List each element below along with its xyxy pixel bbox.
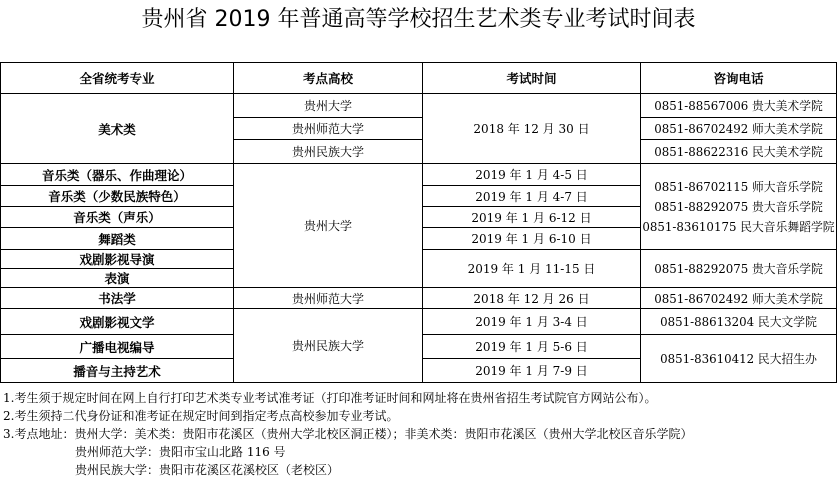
phone-cell: 0851-88567006 贵大美术学院 [641, 94, 837, 118]
note-line: 贵州民族大学：贵阳市花溪区花溪校区（老校区） [75, 463, 340, 477]
table-row [1, 309, 837, 335]
phone-line: 0851-83610175 民大音乐舞蹈学院 [642, 219, 835, 234]
note-line: 2.考生须持二代身份证和准考证在规定时间到指定考点高校参加专业考试。 [3, 409, 399, 423]
page-title: 贵州省 2019 年普通高等学校招生艺术类专业考试时间表 [141, 7, 696, 32]
major-calligraphy: 书法学 [1, 288, 234, 309]
school-cell: 贵州师范大学 [234, 288, 423, 309]
phone-line: 0851-88292075 贵大音乐学院 [654, 199, 823, 214]
table-row [1, 288, 837, 309]
major-music-theory: 音乐类（器乐、作曲理论） [1, 164, 234, 186]
school-cell: 贵州民族大学 [234, 140, 423, 164]
phone-cell: 0851-86702492 师大美术学院 [641, 118, 837, 140]
notes [3, 389, 692, 479]
time-cell: 2019 年 1 月 4-5 日 [423, 164, 641, 186]
time-cell: 2018 年 12 月 26 日 [423, 288, 641, 309]
phone-cell-music [641, 164, 837, 250]
time-cell: 2019 年 1 月 3-4 日 [423, 309, 641, 335]
major-music-ethnic: 音乐类（少数民族特色） [1, 186, 234, 207]
time-cell: 2019 年 1 月 7-9 日 [423, 359, 641, 383]
table-row [1, 94, 837, 118]
phone-cell: 0851-86702492 师大美术学院 [641, 288, 837, 309]
table-row [1, 164, 837, 186]
header-major: 全省统考专业 [1, 63, 234, 94]
table-header-row [1, 63, 837, 94]
exam-schedule-table [0, 62, 837, 383]
header-school: 考点高校 [234, 63, 423, 94]
phone-cell: 0851-88622316 民大美术学院 [641, 140, 837, 164]
phone-line: 0851-86702115 师大音乐学院 [654, 179, 823, 194]
header-phone: 咨询电话 [641, 63, 837, 94]
major-drama-directing: 戏剧影视导演 [1, 250, 234, 269]
major-performance: 表演 [1, 269, 234, 288]
school-cell: 贵州大学 [234, 164, 423, 288]
time-cell: 2018 年 12 月 30 日 [423, 94, 641, 164]
phone-cell: 0851-88292075 贵大音乐学院 [641, 250, 837, 288]
header-time: 考试时间 [423, 63, 641, 94]
note-line: 贵州师范大学：贵阳市宝山北路 116 号 [75, 445, 286, 459]
phone-cell: 0851-83610412 民大招生办 [641, 335, 837, 383]
note-line: 1.考生须于规定时间在网上自行打印艺术类专业考试准考证（打印准考证时间和网址将在贵州省招生考试院官方网站公布）。 [3, 391, 657, 405]
note-line: 3.考点地址：贵州大学：美术类：贵阳市花溪区（贵州大学北校区洞正楼）；非美术类：贵阳市花溪区（贵州大学北校区音乐学院） [3, 427, 693, 441]
major-music-vocal: 音乐类（声乐） [1, 207, 234, 228]
time-cell: 2019 年 1 月 6-10 日 [423, 228, 641, 250]
major-fine-arts: 美术类 [1, 94, 234, 164]
major-drama-literature: 戏剧影视文学 [1, 309, 234, 335]
time-cell: 2019 年 1 月 6-12 日 [423, 207, 641, 228]
major-broadcast-editing: 广播电视编导 [1, 335, 234, 359]
school-cell: 贵州大学 [234, 94, 423, 118]
phone-cell: 0851-88613204 民大文学院 [641, 309, 837, 335]
time-cell: 2019 年 1 月 4-7 日 [423, 186, 641, 207]
time-cell: 2019 年 1 月 5-6 日 [423, 335, 641, 359]
time-cell: 2019 年 1 月 11-15 日 [423, 250, 641, 288]
major-dance: 舞蹈类 [1, 228, 234, 250]
school-cell: 贵州师范大学 [234, 118, 423, 140]
school-cell: 贵州民族大学 [234, 309, 423, 383]
major-hosting: 播音与主持艺术 [1, 359, 234, 383]
